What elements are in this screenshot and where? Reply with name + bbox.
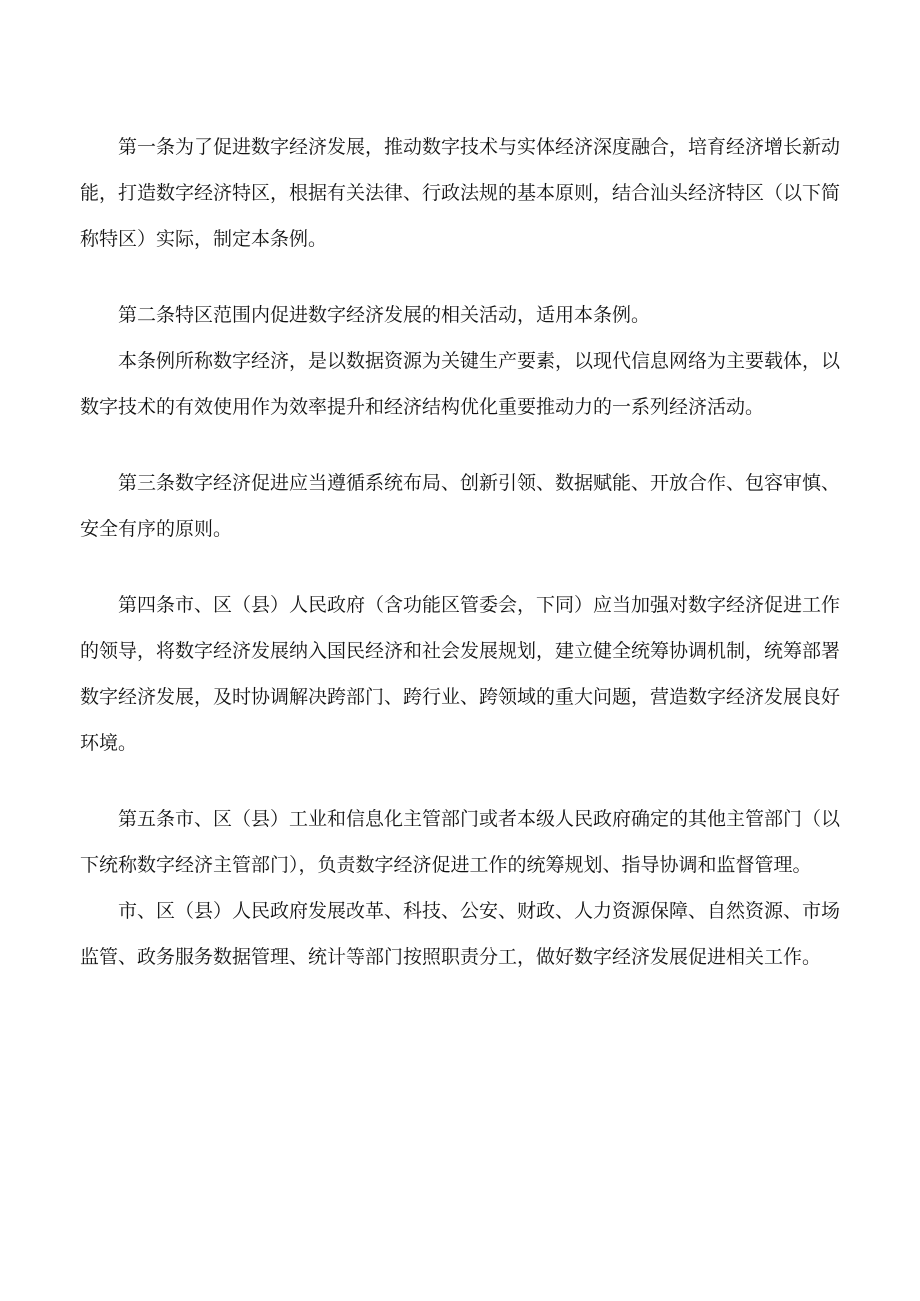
article-5-departments-paragraph: 市、区（县）人民政府发展改革、科技、公安、财政、人力资源保障、自然资源、市场监管、政务服务数据管理、统计等部门按照职责分工，做好数字经济发展促进相关工作。 xyxy=(80,900,841,968)
article-5-paragraph: 第五条市、区（县）工业和信息化主管部门或者本级人民政府确定的其他主管部门（以下统称数字经济主管部门），负责数字经济促进工作的统筹规划、指导协调和监督管理。 xyxy=(80,808,841,876)
article-2-paragraph: 第二条特区范围内促进数字经济发展的相关活动，适用本条例。 xyxy=(118,304,651,326)
article-3-paragraph: 第三条数字经济促进应当遵循系统布局、创新引领、数据赋能、开放合作、包容审慎、安全有序的原则。 xyxy=(80,472,841,540)
article-2-definition-paragraph: 本条例所称数字经济，是以数据资源为关键生产要素，以现代信息网络为主要载体，以数字技术的有效使用作为效率提升和经济结构优化重要推动力的一系列经济活动。 xyxy=(80,350,841,418)
document-body xyxy=(80,124,840,980)
article-1-paragraph: 第一条为了促进数字经济发展，推动数字技术与实体经济深度融合，培育经济增长新动能，打造数字经济特区，根据有关法律、行政法规的基本原则，结合汕头经济特区（以下简称特区）实际，制定本条例。 xyxy=(80,136,841,250)
article-4-paragraph: 第四条市、区（县）人民政府（含功能区管委会，下同）应当加强对数字经济促进工作的领导，将数字经济发展纳入国民经济和社会发展规划，建立健全统筹协调机制，统筹部署数字经济发展，及时协调解决跨部门、跨行业、跨领域的重大问题，营造数字经济发展良好环境。 xyxy=(80,594,841,754)
